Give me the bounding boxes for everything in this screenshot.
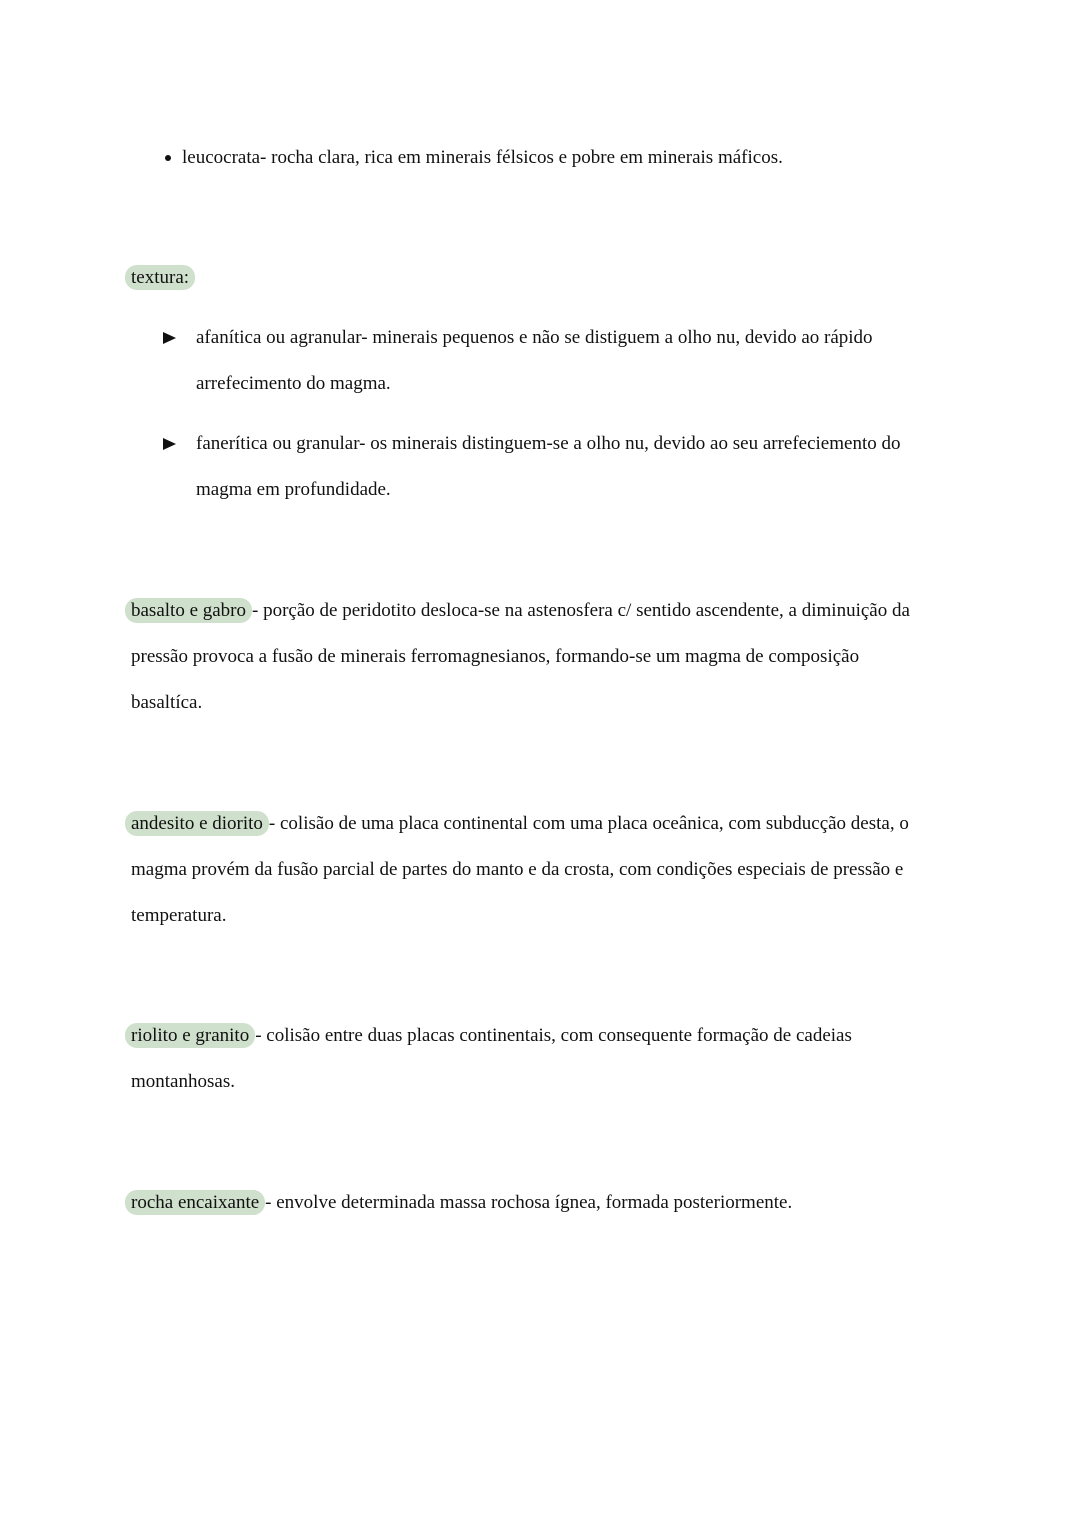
section-line bbox=[131, 801, 961, 847]
section-text: - colisão de uma placa continental com uma placa oceânica, com subducção desta, o bbox=[268, 813, 909, 834]
section-basalto-gabro bbox=[131, 588, 961, 726]
section-text: - porção de peridotito desloca-se na astenosfera c/ sentido ascendente, a diminuição da bbox=[252, 600, 910, 621]
textura-item-afanitica bbox=[196, 315, 873, 407]
textura-heading: textura: bbox=[125, 265, 195, 290]
arrow-bullet-icon bbox=[163, 438, 176, 450]
section-term: riolito e granito bbox=[125, 1023, 255, 1048]
textura-item-line: afanítica ou agranular- minerais pequenos e não se distiguem a olho nu, devido ao rápido bbox=[196, 327, 873, 348]
bullet-item-text: leucocrata- rocha clara, rica em minerais félsicos e pobre em minerais máficos. bbox=[182, 147, 783, 168]
textura-item-line: magma em profundidade. bbox=[196, 479, 391, 500]
textura-heading-block bbox=[131, 255, 961, 301]
section-andesito-diorito bbox=[131, 801, 961, 939]
textura-item-line: fanerítica ou granular- os minerais distinguem-se a olho nu, devido ao seu arrefeciemento do bbox=[196, 433, 901, 454]
section-line: montanhosas. bbox=[131, 1071, 235, 1092]
section-riolito-granito bbox=[131, 1013, 961, 1105]
section-term: basalto e gabro bbox=[125, 598, 252, 623]
section-term: andesito e diorito bbox=[125, 811, 269, 836]
section-line: temperatura. bbox=[131, 905, 227, 926]
section-line: magma provém da fusão parcial de partes do manto e da crosta, com condições especiais de pressão e bbox=[131, 859, 904, 880]
section-text: - colisão entre duas placas continentais, com consequente formação de cadeias bbox=[255, 1025, 852, 1046]
section-line bbox=[131, 1180, 961, 1226]
bullet-dot-icon bbox=[165, 155, 171, 161]
section-line bbox=[131, 1013, 961, 1059]
section-line bbox=[131, 588, 961, 634]
section-line: pressão provoca a fusão de minerais ferromagnesianos, formando-se um magma de composição bbox=[131, 646, 860, 667]
section-text: - envolve determinada massa rochosa ígnea, formada posteriormente. bbox=[265, 1192, 793, 1213]
section-term: rocha encaixante bbox=[125, 1190, 265, 1215]
arrow-bullet-icon bbox=[163, 332, 176, 344]
section-rocha-encaixante bbox=[131, 1180, 961, 1226]
textura-item-faneritica bbox=[196, 421, 900, 513]
bullet-item-leucocrata bbox=[182, 135, 783, 181]
section-line: basaltíca. bbox=[131, 692, 203, 713]
textura-item-line: arrefecimento do magma. bbox=[196, 373, 391, 394]
